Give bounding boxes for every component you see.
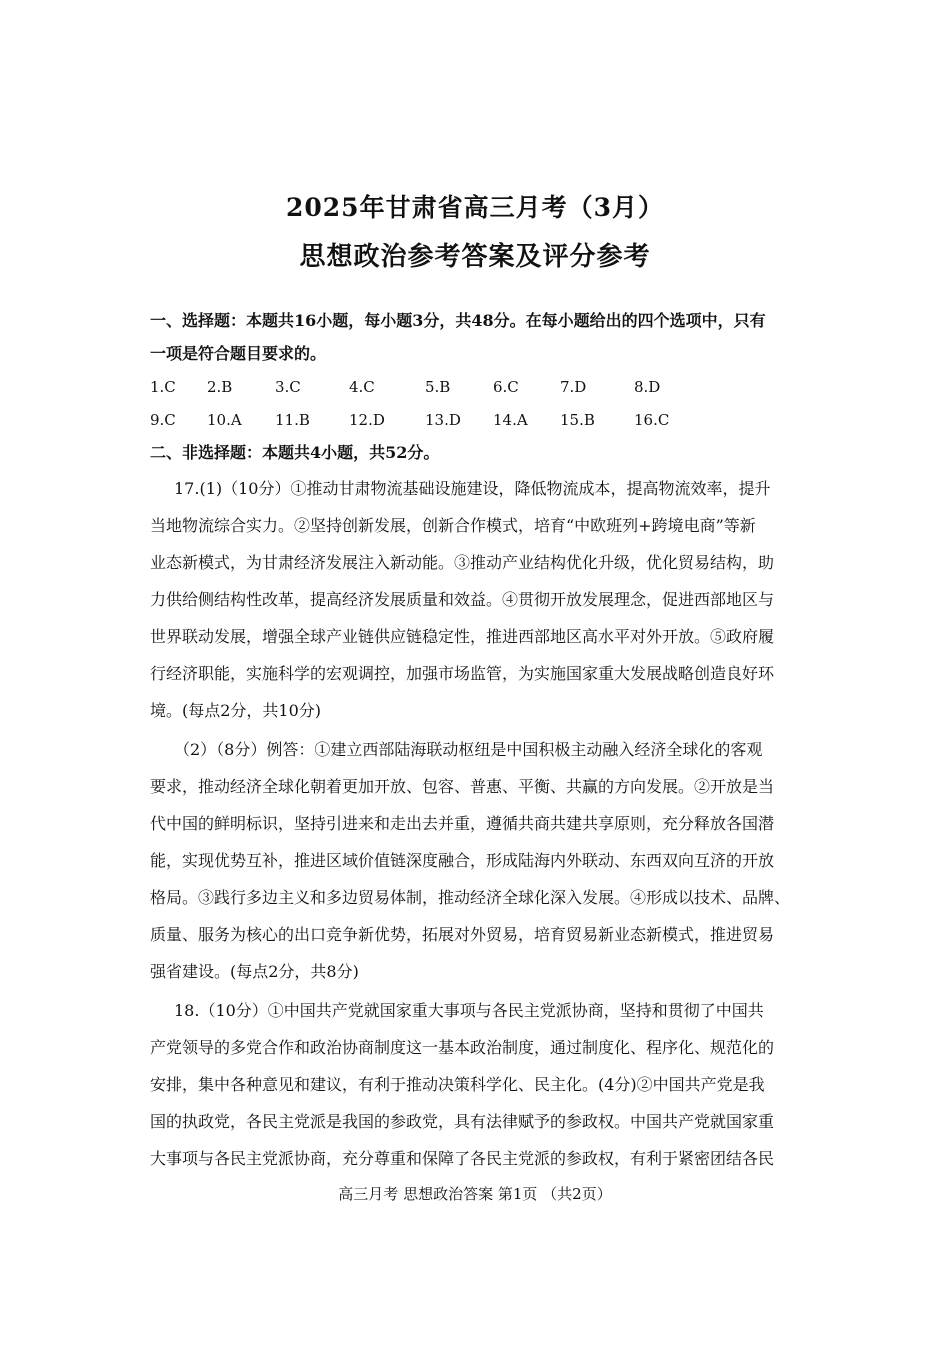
q17-part1-line: 世界联动发展，增强全球产业链供应链稳定性，推进西部地区高水平对外开放。⑤政府履 bbox=[150, 627, 775, 646]
answer-item: 7.D bbox=[560, 378, 587, 396]
answer-item: 8.D bbox=[634, 378, 661, 396]
answer-item: 11.B bbox=[275, 411, 310, 429]
q17-part2-line: 强省建设。(每点2分，共8分) bbox=[150, 962, 359, 981]
answer-item: 4.C bbox=[349, 378, 375, 396]
q17-part2-line: 要求，推动经济全球化朝着更加开放、包容、普惠、平衡、共赢的方向发展。②开放是当 bbox=[150, 777, 775, 796]
answer-item: 1.C bbox=[150, 378, 176, 396]
answer-item: 15.B bbox=[560, 411, 595, 429]
q17-part1-line: 境。(每点2分，共10分) bbox=[150, 701, 322, 720]
answer-item: 12.D bbox=[349, 411, 385, 429]
q17-part1-line: 力供给侧结构性改革，提高经济发展质量和效益。④贯彻开放发展理念，促进西部地区与 bbox=[150, 590, 775, 609]
answer-item: 9.C bbox=[150, 411, 176, 429]
page-title: 2025年甘肃省高三月考（3月） bbox=[286, 193, 664, 222]
q17-part1-line: 行经济职能，实施科学的宏观调控，加强市场监管，为实施国家重大发展战略创造良好环 bbox=[150, 664, 775, 683]
answer-item: 10.A bbox=[207, 411, 242, 429]
q18-line: 大事项与各民主党派协商，充分尊重和保障了各民主党派的参政权，有利于紧密团结各民 bbox=[150, 1149, 775, 1168]
q17-part2-line: 质量、服务为核心的出口竞争新优势，拓展对外贸易，培育贸易新业态新模式，推进贸易 bbox=[150, 925, 775, 944]
q17-part2-line: 代中国的鲜明标识，坚持引进来和走出去并重，遵循共商共建共享原则，充分释放各国潜 bbox=[150, 814, 775, 833]
q18-line: 国的执政党，各民主党派是我国的参政党，具有法律赋予的参政权。中国共产党就国家重 bbox=[150, 1112, 775, 1131]
q17-part1-line: 业态新模式，为甘肃经济发展注入新动能。③推动产业结构优化升级，优化贸易结构，助 bbox=[150, 553, 775, 572]
section2-heading: 二、非选择题：本题共4小题，共52分。 bbox=[150, 443, 440, 462]
q17-part1-line: 当地物流综合实力。②坚持创新发展，创新合作模式，培育“中欧班列+跨境电商”等新 bbox=[150, 516, 756, 535]
q17-part2-line: （2）（8分）例答：①建立西部陆海联动枢纽是中国积极主动融入经济全球化的客观 bbox=[174, 740, 763, 759]
page-subtitle: 思想政治参考答案及评分参考 bbox=[299, 242, 651, 272]
section1-heading-line2: 一项是符合题目要求的。 bbox=[150, 344, 327, 363]
answer-item: 2.B bbox=[207, 378, 233, 396]
answer-item: 16.C bbox=[634, 411, 670, 429]
q17-part2-line: 能，实现优势互补，推进区域价值链深度融合，形成陆海内外联动、东西双向互济的开放 bbox=[150, 851, 775, 870]
q18-line: 产党领导的多党合作和政治协商制度这一基本政治制度，通过制度化、程序化、规范化的 bbox=[150, 1038, 775, 1057]
answer-item: 13.D bbox=[425, 411, 461, 429]
q18-line: 安排，集中各种意见和建议，有利于推动决策科学化、民主化。(4分)②中国共产党是我 bbox=[150, 1075, 765, 1094]
answer-item: 3.C bbox=[275, 378, 301, 396]
q17-part1-line: 17.(1)（10分）①推动甘肃物流基础设施建设，降低物流成本，提高物流效率，提升 bbox=[174, 479, 771, 498]
answer-item: 6.C bbox=[493, 378, 519, 396]
page-footer: 高三月考 思想政治答案 第1页 （共2页） bbox=[338, 1185, 612, 1203]
q17-part2-line: 格局。③践行多边主义和多边贸易体制，推动经济全球化深入发展。④形成以技术、品牌、 bbox=[150, 888, 791, 907]
section1-heading-line1: 一、选择题：本题共16小题，每小题3分，共48分。在每小题给出的四个选项中，只有 bbox=[150, 311, 766, 330]
answer-item: 14.A bbox=[493, 411, 528, 429]
answer-item: 5.B bbox=[425, 378, 451, 396]
q18-line: 18.（10分）①中国共产党就国家重大事项与各民主党派协商，坚持和贯彻了中国共 bbox=[174, 1001, 764, 1020]
